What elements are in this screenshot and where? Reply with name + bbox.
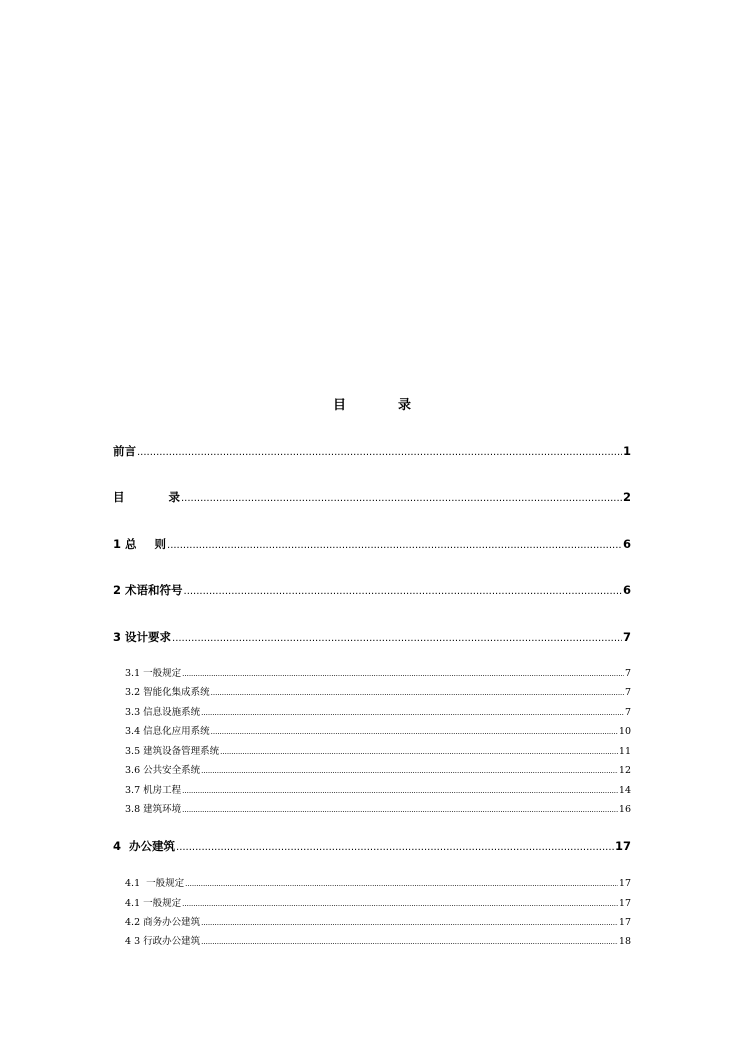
toc-entry-label: 3.7 机房工程 [125, 785, 182, 796]
toc-leader-dots [182, 804, 618, 815]
toc-leader-dots [182, 898, 618, 909]
toc-heading-left: 目 [333, 398, 347, 413]
toc-entry-page: 6 [622, 537, 631, 551]
toc-subentry[interactable] [125, 914, 631, 927]
toc-entry-label: 4 办公建筑 [113, 839, 176, 853]
toc-leader-dots [201, 936, 618, 947]
toc-entry-label: 4.1 一般规定 [125, 878, 185, 889]
toc-leader-dots [184, 583, 622, 597]
toc-leader-dots [211, 726, 618, 737]
toc-entry-page: 14 [618, 785, 631, 796]
toc-leader-dots [185, 878, 618, 889]
toc-entry-label: 3.6 公共安全系统 [125, 765, 201, 776]
toc-heading-right: 录 [398, 398, 412, 413]
toc-entry-label: 4 3 行政办公建筑 [125, 936, 201, 947]
toc-entry-office-buildings[interactable] [113, 838, 631, 854]
toc-entry-preface[interactable] [113, 443, 631, 459]
toc-entry-general[interactable] [113, 536, 631, 552]
toc-leader-dots [172, 630, 622, 644]
toc-entry-page: 12 [618, 765, 631, 776]
toc-leader-dots [220, 746, 618, 757]
toc-entry-page: 17 [618, 878, 631, 889]
toc-subentry[interactable] [125, 743, 631, 756]
toc-entry-contents[interactable] [113, 489, 631, 505]
toc-subentry[interactable] [125, 933, 631, 946]
toc-entry-page: 7 [622, 630, 631, 644]
toc-subentry[interactable] [125, 723, 631, 736]
toc-entry-label [113, 489, 180, 505]
toc-entry-page: 7 [624, 707, 631, 718]
toc-entry-label: 3.4 信息化应用系统 [125, 726, 210, 737]
toc-leader-dots [167, 537, 622, 551]
toc-leader-dots [182, 785, 618, 796]
toc-entry-page: 18 [618, 936, 631, 947]
toc-entry-page: 17 [618, 917, 631, 928]
toc-entry-label [113, 536, 166, 552]
toc-subentry[interactable] [125, 684, 631, 697]
toc-subentry[interactable] [125, 782, 631, 795]
toc-leader-dots [201, 917, 618, 928]
toc-entry-label: 3.5 建筑设备管理系统 [125, 746, 220, 757]
toc-subentry[interactable] [125, 895, 631, 908]
toc-subentry[interactable] [125, 665, 631, 678]
toc-subentry[interactable] [125, 704, 631, 717]
toc-entry-label-part-a: 1 总 [113, 537, 137, 551]
toc-entry-label: 前言 [113, 444, 136, 458]
toc-entry-label-part-b: 录 [168, 490, 180, 504]
toc-leader-dots [182, 668, 624, 679]
toc-entry-label: 3.3 信息设施系统 [125, 707, 201, 718]
toc-entry-page: 1 [622, 444, 631, 458]
toc-heading [0, 394, 744, 414]
toc-entry-page: 2 [622, 490, 631, 504]
toc-leader-dots [201, 765, 618, 776]
toc-entry-label: 3 设计要求 [113, 630, 172, 644]
toc-leader-dots [201, 707, 624, 718]
toc-subentry[interactable] [125, 875, 631, 888]
toc-entry-page: 17 [618, 898, 631, 909]
toc-entry-page: 10 [618, 726, 631, 737]
toc-entry-label: 4.2 商务办公建筑 [125, 917, 201, 928]
toc-entry-label: 3.1 一般规定 [125, 668, 182, 679]
toc-entry-label: 3.8 建筑环境 [125, 804, 182, 815]
toc-entry-design-requirements[interactable] [113, 629, 631, 645]
toc-subentry[interactable] [125, 801, 631, 814]
toc-entry-label: 4.1 一般规定 [125, 898, 182, 909]
toc-entry-label: 2 术语和符号 [113, 583, 183, 597]
toc-entry-page: 7 [624, 687, 631, 698]
toc-entry-page: 11 [618, 746, 631, 757]
toc-entry-page: 17 [614, 839, 631, 853]
toc-entry-page: 16 [618, 804, 631, 815]
toc-leader-dots [181, 490, 622, 504]
toc-leader-dots [176, 839, 614, 853]
toc-entry-label-part-a: 目 [113, 490, 125, 504]
toc-leader-dots [137, 444, 622, 458]
toc-entry-page: 7 [624, 668, 631, 679]
toc-entry-terms[interactable] [113, 582, 631, 598]
toc-entry-label-part-b: 则 [154, 537, 167, 551]
toc-subentry[interactable] [125, 762, 631, 775]
toc-entry-label: 3.2 智能化集成系统 [125, 687, 210, 698]
toc-leader-dots [211, 687, 624, 698]
toc-entry-page: 6 [622, 583, 631, 597]
